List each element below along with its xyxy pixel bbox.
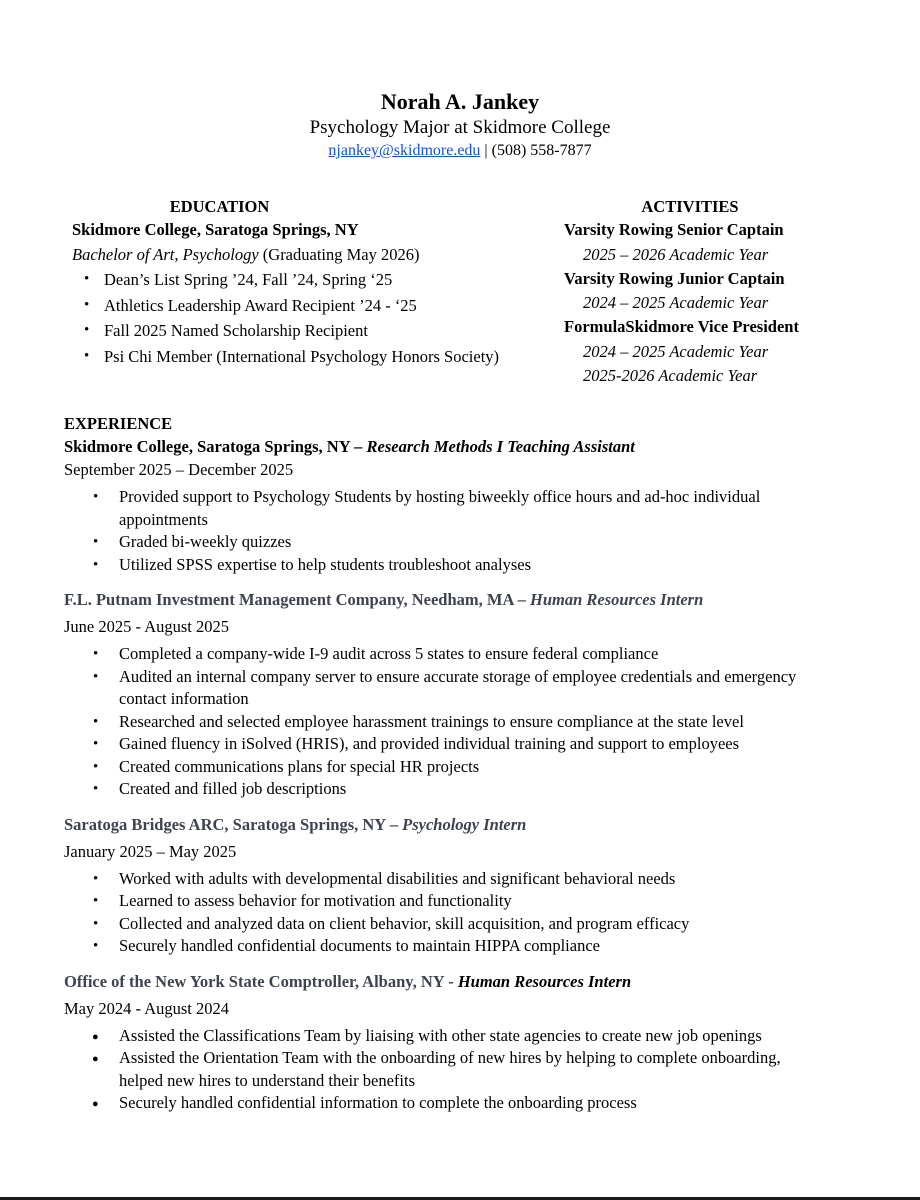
- resume-header: [0, 88, 920, 162]
- job-bullets: [64, 1025, 864, 1115]
- list-item: • Athletics Leadership Award Recipient ’24 - ‘25: [84, 293, 552, 319]
- list-item: • Worked with adults with developmental disabilities and significant behavioral needs: [119, 868, 864, 891]
- activity-role: Varsity Rowing Junior Captain: [564, 268, 785, 288]
- job-organization: Saratoga Bridges ARC, Saratoga Springs, NY –: [64, 814, 403, 834]
- job-organization: F.L. Putnam Investment Management Company, Needham, MA –: [64, 590, 530, 609]
- job-bullets: [64, 868, 864, 958]
- job-dates: January 2025 – May 2025: [64, 841, 237, 861]
- job-heading: [64, 435, 864, 458]
- job-organization: Skidmore College, Saratoga Springs, NY –: [64, 437, 367, 456]
- job-heading: [64, 813, 864, 836]
- education-degree-line: [72, 243, 552, 268]
- list-item: ● Assisted the Orientation Team with the onboarding of new hires by helping to complete onboarding, helped new hires to understand their benefits: [119, 1047, 864, 1092]
- job-heading: [64, 588, 864, 611]
- job-entry: [64, 588, 864, 801]
- list-item: • Gained fluency in iSolved (HRIS), and provided individual training and support to employees: [119, 733, 864, 756]
- activity-role: Varsity Rowing Senior Captain: [564, 220, 784, 239]
- experience-section: [64, 412, 864, 1115]
- email-link[interactable]: njankey@skidmore.edu: [328, 142, 481, 159]
- list-item: • Utilized SPSS expertise to help students troubleshoot analyses: [119, 554, 864, 577]
- job-dates: June 2025 - August 2025: [64, 617, 229, 636]
- list-item: • Created communications plans for special HR projects: [119, 756, 864, 779]
- contact-line: [0, 140, 920, 162]
- list-item: • Collected and analyzed data on client behavior, skill acquisition, and program efficacy: [119, 913, 864, 936]
- job-dates: May 2024 - August 2024: [64, 998, 229, 1018]
- activity-role: FormulaSkidmore Vice President: [564, 317, 799, 336]
- list-item: • Fall 2025 Named Scholarship Recipient: [84, 318, 552, 344]
- activity-years: 2025-2026 Academic Year: [583, 365, 758, 385]
- job-title: Human Resources Intern: [529, 590, 704, 609]
- job-title: Psychology Intern: [402, 814, 527, 834]
- candidate-subtitle: Psychology Major at Skidmore College: [309, 117, 611, 138]
- activities-section: [564, 196, 864, 388]
- job-dates: September 2025 – December 2025: [64, 460, 294, 479]
- list-item: • Psi Chi Member (International Psychology Honors Society): [84, 344, 552, 370]
- education-honors-list: [72, 267, 552, 369]
- job-entry: [64, 435, 864, 576]
- education-graduation: (Graduating May 2026): [258, 244, 420, 264]
- job-bullets: [64, 643, 864, 801]
- list-item: ● Assisted the Classifications Team by liaising with other state agencies to create new job openings: [119, 1025, 864, 1048]
- education-heading: EDUCATION: [169, 197, 270, 216]
- education-degree: Bachelor of Art, Psychology: [72, 244, 259, 264]
- list-item: • Dean’s List Spring ’24, Fall ’24, Spring ‘25: [84, 267, 552, 293]
- list-item: • Securely handled confidential documents to maintain HIPPA compliance: [119, 935, 864, 958]
- job-organization: Office of the New York State Comptroller, Albany, NY -: [64, 971, 458, 991]
- list-item: • Researched and selected employee harassment trainings to ensure compliance at the state level: [119, 711, 864, 734]
- list-item: • Graded bi-weekly quizzes: [119, 531, 864, 554]
- list-item: ● Securely handled confidential information to complete the onboarding process: [119, 1092, 864, 1115]
- job-title: Human Resources Intern: [457, 971, 632, 991]
- education-section: [72, 196, 552, 369]
- job-title: Research Methods I Teaching Assistant: [366, 437, 635, 456]
- phone-number: (508) 558-7877: [491, 142, 592, 159]
- candidate-name: Norah A. Jankey: [380, 89, 540, 114]
- contact-separator: |: [480, 142, 492, 159]
- list-item: • Learned to assess behavior for motivation and functionality: [119, 890, 864, 913]
- education-school: Skidmore College, Saratoga Springs, NY: [72, 220, 359, 239]
- activities-heading: ACTIVITIES: [641, 197, 739, 216]
- list-item: • Created and filled job descriptions: [119, 778, 864, 801]
- activity-years: 2024 – 2025 Academic Year: [583, 341, 769, 361]
- job-entry: [64, 813, 864, 958]
- list-item: • Completed a company-wide I-9 audit across 5 states to ensure federal compliance: [119, 643, 864, 666]
- activity-years: 2024 – 2025 Academic Year: [583, 293, 769, 312]
- job-entry: [64, 970, 864, 1115]
- job-bullets: [64, 486, 864, 576]
- job-heading: [64, 970, 864, 993]
- experience-heading: EXPERIENCE: [64, 414, 173, 433]
- list-item: • Provided support to Psychology Students by hosting biweekly office hours and ad-hoc individual appointments: [119, 486, 864, 531]
- list-item: • Audited an internal company server to ensure accurate storage of employee credentials and emergency contact information: [119, 666, 864, 711]
- activity-years: 2025 – 2026 Academic Year: [583, 244, 769, 264]
